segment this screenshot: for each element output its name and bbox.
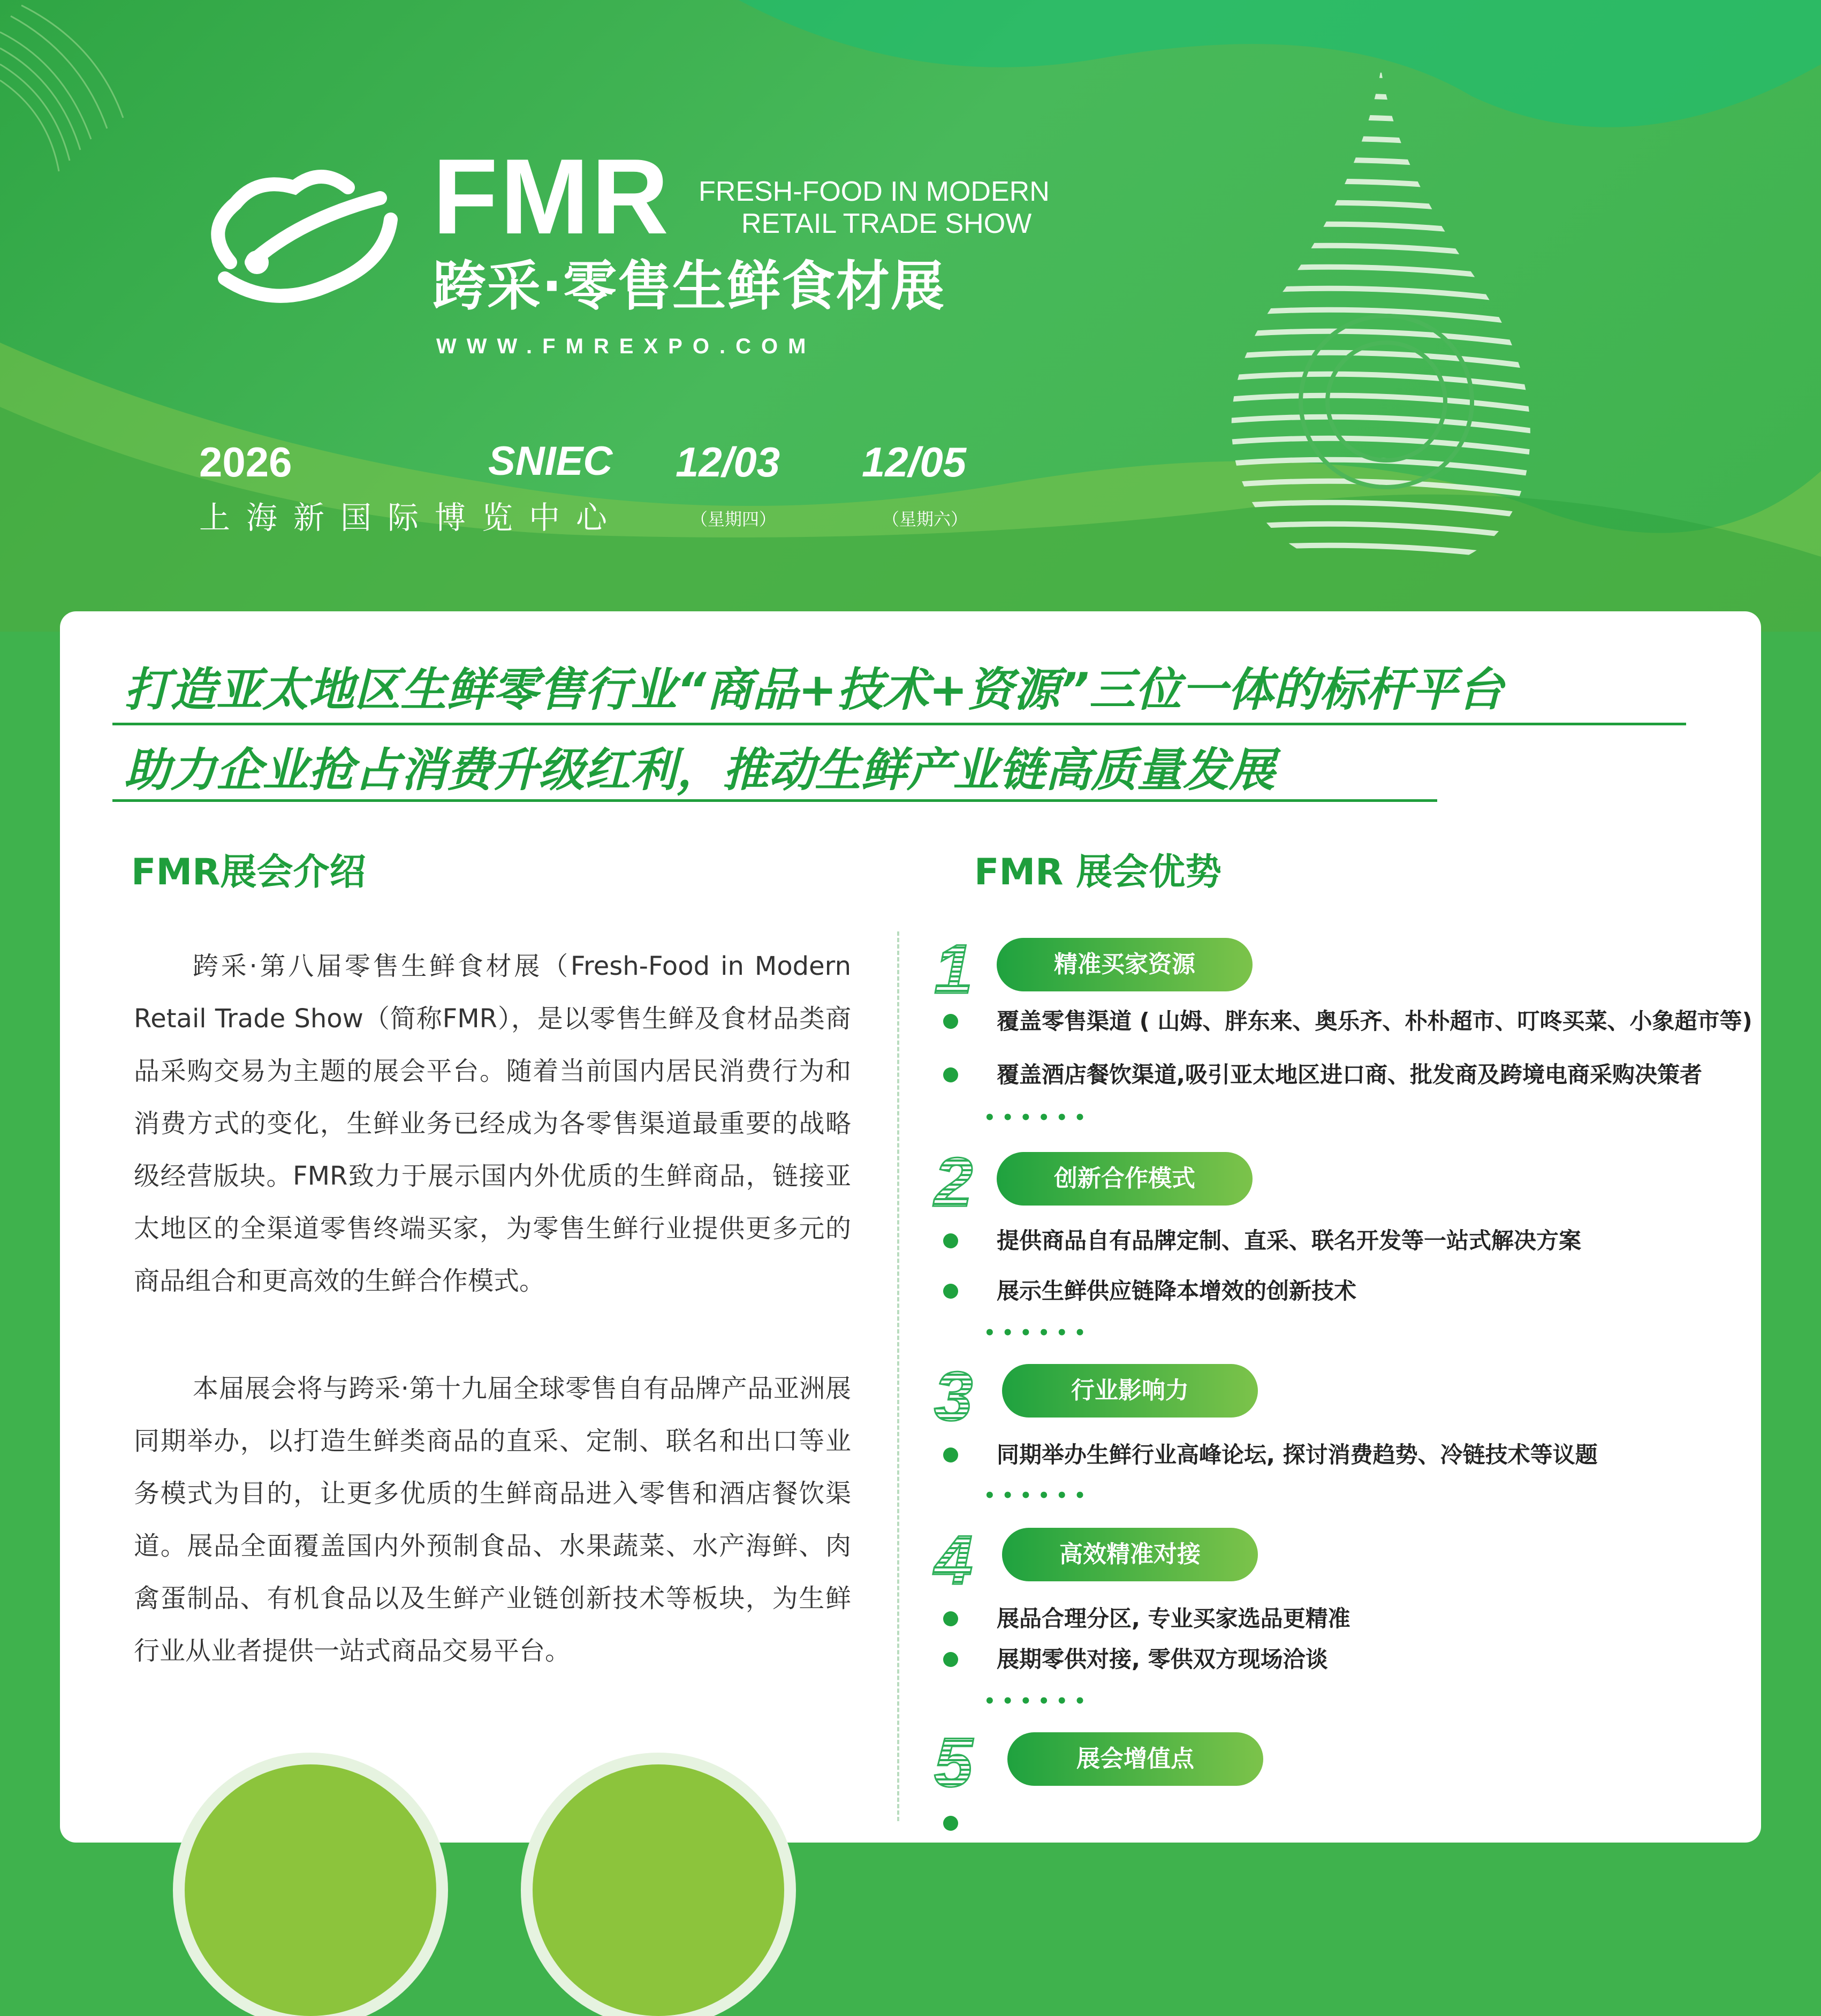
date-end-weekday: （星期六） <box>882 509 968 529</box>
intro-paragraph-2: 本届展会将与跨采·第十九届全球零售自有品牌产品亚洲展同期举办，以打造生鲜类商品的直采、定制、联名和出口等业务模式为目的，让更多优质的生鲜商品进入零售和酒店餐饮渠道。展品全面覆盖国内外预制食品、水果蔬菜、水产海鲜、肉禽蛋制品、有机食品以及生鲜产业链创新技术等板块，为生鲜行业从业者提供一站式商品交易平台。 <box>134 1374 851 1666</box>
expo-title-cn: 跨采·零售生鲜食材展 <box>433 255 945 317</box>
header-banner <box>0 0 1821 632</box>
brand-en-line1: FRESH-FOOD IN MODERN <box>699 176 1050 207</box>
bullet-icon <box>943 1014 958 1029</box>
bullet-icon <box>943 1067 958 1082</box>
advantage-number-5: 5 <box>934 1723 973 1801</box>
advantage-number-3: 3 <box>934 1357 973 1435</box>
bullet-icon <box>943 1816 958 1831</box>
fmr-logo-icon <box>193 155 401 316</box>
advantage-number-2: 2 <box>934 1143 973 1221</box>
advantage-label-4: 高效精准对接 <box>1002 1528 1258 1581</box>
advantage-item: 覆盖零售渠道 ( 山姆、胖东来、奥乐齐、朴朴超市、叮咚买菜、小象超市等) <box>997 1008 1752 1034</box>
advantage-label-1: 精准买家资源 <box>997 938 1253 991</box>
advantage-label-3: 行业影响力 <box>1002 1364 1258 1418</box>
brand-en-line2: RETAIL TRADE SHOW <box>741 208 1032 239</box>
decorative-circle <box>185 1764 436 2016</box>
bullet-icon <box>943 1652 958 1667</box>
website-url[interactable]: WWW.FMREXPO.COM <box>436 335 816 358</box>
advantages-divider <box>897 931 899 1821</box>
advantage-item: 提供商品自有品牌定制、直采、联名开发等一站式解决方案 <box>997 1227 1582 1254</box>
date-start-weekday: （星期四） <box>691 509 777 529</box>
advantage-item: 展示生鲜供应链降本增效的创新技术 <box>997 1278 1357 1304</box>
bullet-icon <box>943 1284 958 1299</box>
separator-dots: •••••• <box>984 1322 1092 1344</box>
advantage-item: 同期举办生鲜行业高峰论坛, 探讨消费趋势、冷链技术等议题 <box>997 1442 1598 1468</box>
bullet-icon <box>943 1611 958 1626</box>
separator-dots: •••••• <box>984 1107 1092 1128</box>
slogan-underline-1 <box>112 723 1686 725</box>
venue-en: SNIEC <box>488 438 613 484</box>
intro-paragraph-1: 跨采·第八届零售生鲜食材展（Fresh-Food in Modern Retail Trade Show（简称FMR），是以零售生鲜及食材品类商品采购交易为主题的展会平台。随着当前国内居民消费行为和消费方式的变化，生鲜业务已经成为各零售渠道最重要的战略级经营版块。FMR致力于展示国内外优质的生鲜商品，链接亚太地区的全渠道零售终端买家，为零售生鲜行业提供更多元的商品组合和更高效的生鲜合作模式。 <box>134 951 851 1296</box>
bullet-icon <box>943 1447 958 1462</box>
bullet-icon <box>943 1233 958 1248</box>
advantage-label-5: 展会增值点 <box>1007 1732 1263 1786</box>
separator-dots: •••••• <box>984 1691 1092 1712</box>
slogan-line-1: 打造亚太地区生鲜零售行业“商品+技术+资源”三位一体的标杆平台 <box>124 663 1504 717</box>
advantage-item: 覆盖酒店餐饮渠道,吸引亚太地区进口商、批发商及跨境电商采购决策者 <box>997 1062 1702 1088</box>
advantage-label-2: 创新合作模式 <box>997 1152 1253 1206</box>
slogan-line-2: 助力企业抢占消费升级红利，推动生鲜产业链高质量发展 <box>124 744 1275 797</box>
date-end: 12/05 <box>862 438 967 486</box>
water-drop-fingerprint-icon <box>1204 59 1552 578</box>
brand-logo-text: FMR <box>433 137 671 256</box>
advantage-number-4: 4 <box>934 1521 973 1599</box>
advantage-number-1: 1 <box>934 930 973 1008</box>
decorative-circle <box>533 1764 784 2016</box>
advantage-item: 展品合理分区, 专业买家选品更精准 <box>997 1605 1350 1632</box>
date-start: 12/03 <box>676 438 780 486</box>
slogan-underline-2 <box>112 799 1437 802</box>
advantages-section-title: FMR 展会优势 <box>974 851 1222 893</box>
expo-year: 2026 <box>199 438 292 486</box>
intro-section-title: FMR展会介绍 <box>131 851 366 893</box>
venue-cn: 上海新国际博览中心 <box>199 499 624 536</box>
advantage-item: 展期零供对接, 零供双方现场洽谈 <box>997 1646 1328 1672</box>
separator-dots: •••••• <box>984 1485 1092 1506</box>
